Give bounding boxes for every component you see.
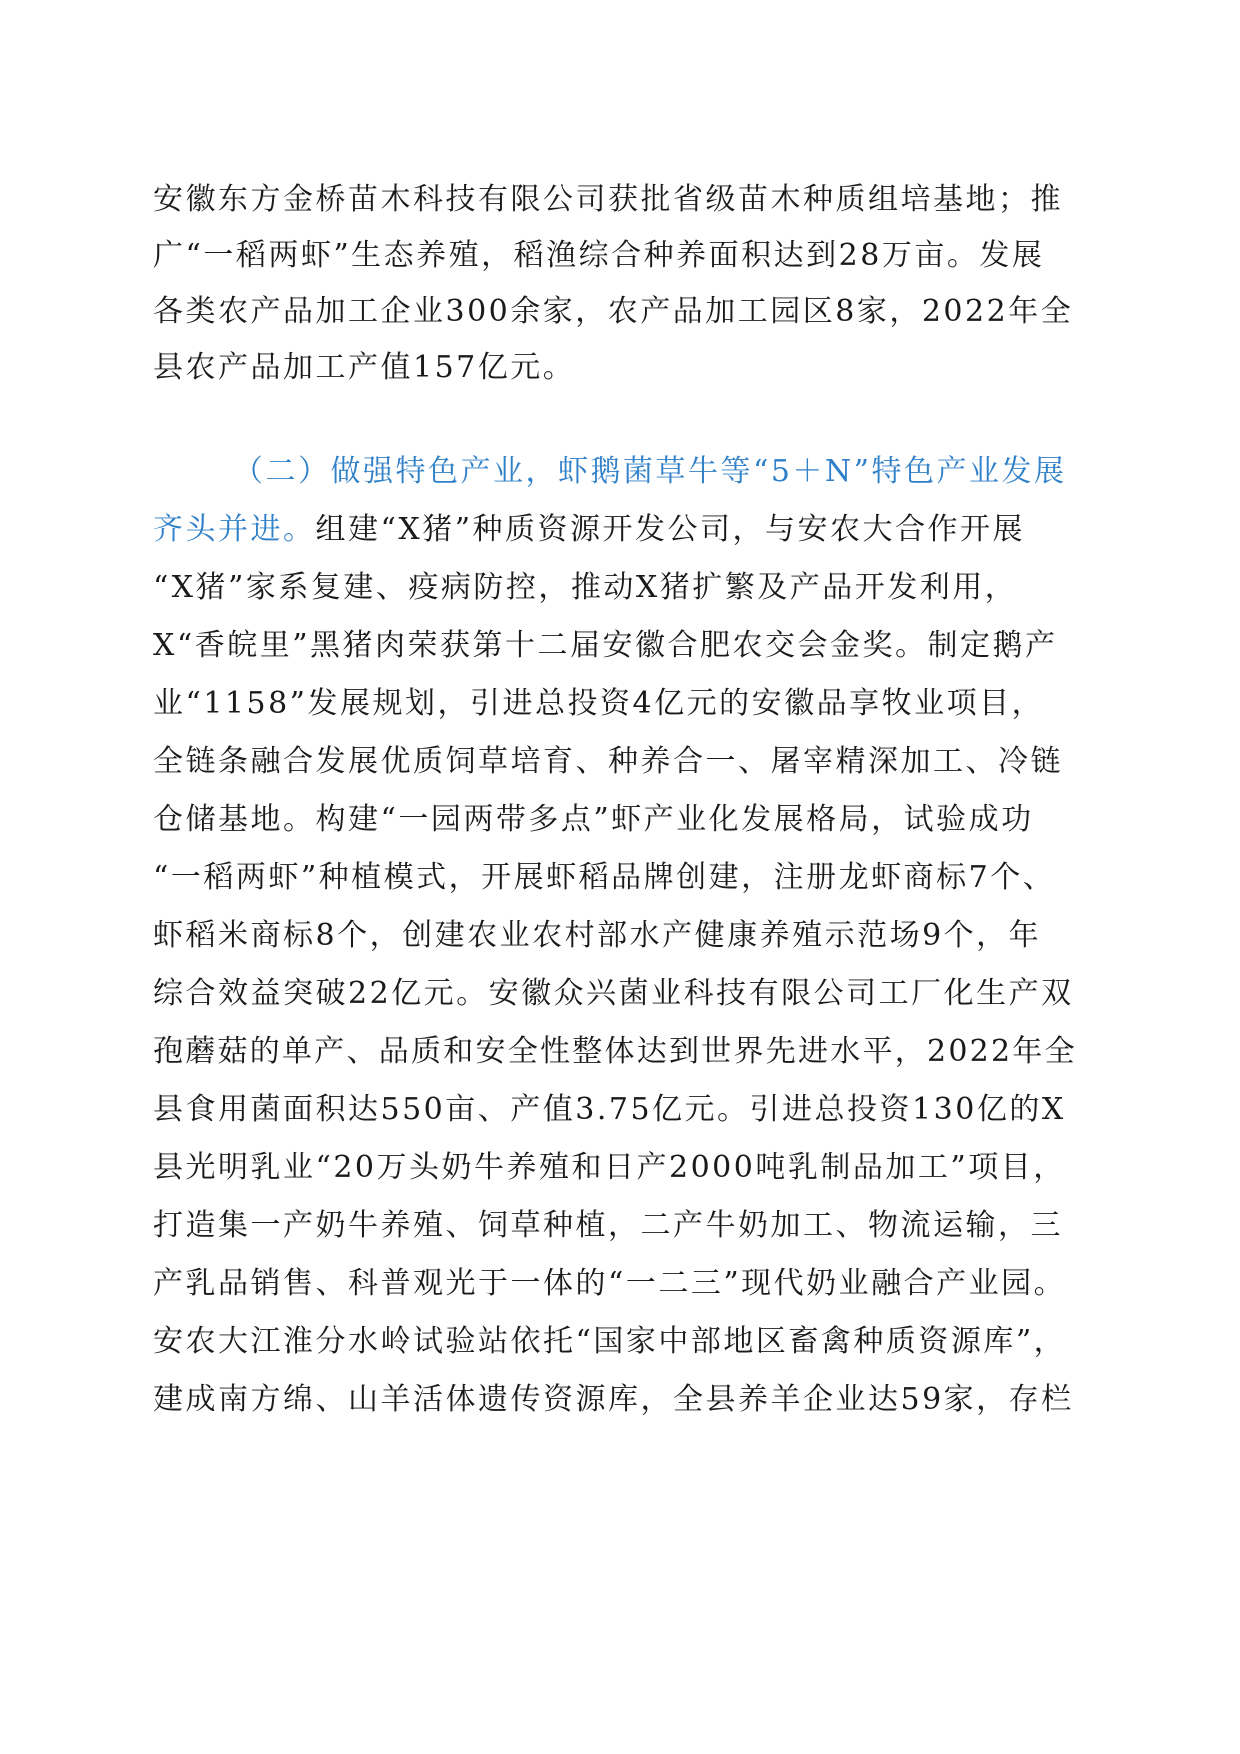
body-line: 虾稻米商标8个，创建农业农村部水产健康养殖示范场9个，年	[153, 918, 1042, 953]
body-line: 孢蘑菇的单产、品质和安全性整体达到世界先进水平，2022年全	[153, 1034, 1077, 1069]
body-line-rest: 组建“X猪”种质资源开发公司，与安农大合作开展	[315, 512, 1026, 547]
body-line: 县食用菌面积达550亩、产值3.75亿元。引进总投资130亿的X	[153, 1092, 1066, 1127]
body-line: 综合效益突破22亿元。安徽众兴菌业科技有限公司工厂化生产双	[153, 976, 1074, 1011]
section-heading-tail: 齐头并进。	[153, 512, 316, 547]
body-line: 打造集一产奶牛养殖、饲草种植，二产牛奶加工、物流运输，三	[153, 1208, 1063, 1243]
body-line: 业“1158”发展规划，引进总投资4亿元的安徽品享牧业项目，	[153, 686, 1045, 721]
body-line: 广“一稻两虾”生态养殖，稻渔综合种养面积达到28万亩。发展	[153, 238, 1045, 273]
body-line: 仓储基地。构建“一园两带多点”虾产业化发展格局，试验成功	[153, 802, 1034, 837]
body-line: X“香皖里”黑猪肉荣获第十二届安徽合肥农交会金奖。制定鹅产	[153, 628, 1058, 663]
body-line: 县光明乳业“20万头奶牛养殖和日产2000吨乳制品加工”项目，	[153, 1150, 1066, 1185]
body-line: 安农大江淮分水岭试验站依托“国家中部地区畜禽种质资源库”，	[153, 1324, 1067, 1359]
body-line-mixed	[153, 505, 1083, 555]
body-line: 全链条融合发展优质饲草培育、种养合一、屠宰精深加工、冷链	[153, 744, 1063, 779]
body-line: 安徽东方金桥苗木科技有限公司获批省级苗木种质组培基地；推	[153, 182, 1063, 217]
body-line: 产乳品销售、科普观光于一体的“一二三”现代奶业融合产业园。	[153, 1266, 1067, 1301]
body-line: 县农产品加工产值157亿元。	[153, 350, 576, 385]
body-line: “X猪”家系复建、疫病防控，推动X猪扩繁及产品开发利用，	[153, 570, 1018, 605]
body-line: 各类农产品加工企业300余家，农产品加工园区8家，2022年全	[153, 294, 1074, 329]
body-line: 建成南方绵、山羊活体遗传资源库，全县养羊企业达59家，存栏	[153, 1382, 1074, 1417]
body-line: “一稻两虾”种植模式，开展虾稻品牌创建，注册龙虾商标7个、	[153, 860, 1056, 895]
section-heading: （二）做强特色产业，虾鹅菌草牛等“5＋N”特色产业发展	[233, 454, 1067, 489]
